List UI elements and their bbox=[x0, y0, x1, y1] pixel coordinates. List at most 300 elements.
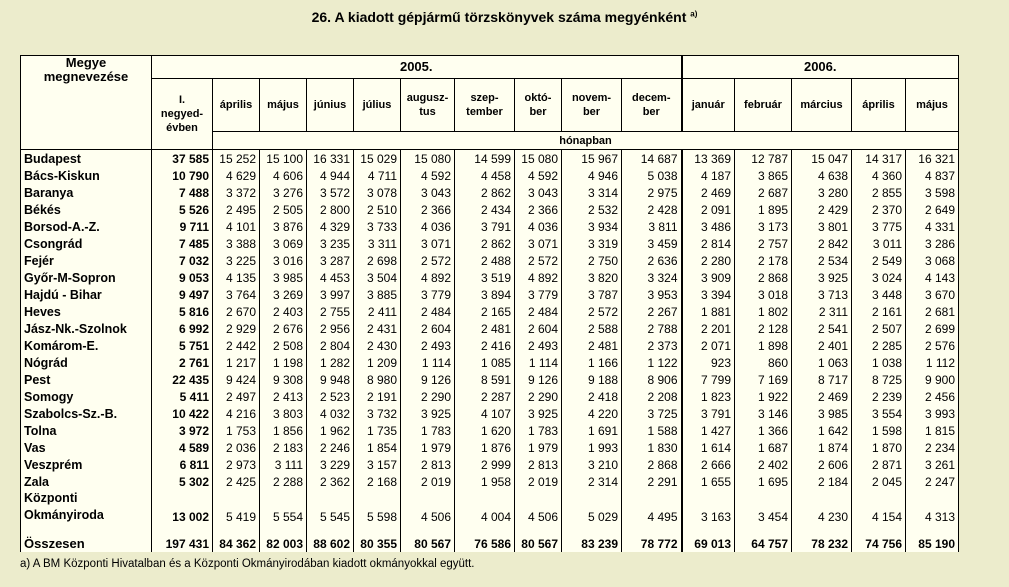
county-name bbox=[21, 235, 152, 252]
month-value: 2 576 bbox=[906, 337, 959, 354]
month-value: 3 454 bbox=[735, 490, 792, 525]
month-value: 2 813 bbox=[401, 456, 455, 473]
month-value: 2 676 bbox=[260, 320, 307, 337]
month-value: 2 804 bbox=[307, 337, 354, 354]
month-value: 3 894 bbox=[455, 286, 515, 303]
county-name-line: Békés bbox=[24, 202, 61, 217]
page-title bbox=[0, 9, 1009, 25]
q1-value: 5 411 bbox=[152, 388, 213, 405]
month-value: 2 813 bbox=[515, 456, 562, 473]
county-name bbox=[21, 337, 152, 354]
month-value: 1 830 bbox=[622, 439, 682, 456]
county-name bbox=[21, 388, 152, 405]
month-value: 3 210 bbox=[562, 456, 622, 473]
month-value: 1 427 bbox=[682, 422, 735, 439]
month-value: 3 572 bbox=[307, 184, 354, 201]
month-value: 16 331 bbox=[307, 150, 354, 168]
month-header-row bbox=[21, 79, 959, 132]
month-value: 2 755 bbox=[307, 303, 354, 320]
month-value: 2 507 bbox=[852, 320, 906, 337]
footnote: a) A BM Központi Hivatalban és a Központi Okmányirodában kiadott okmányokkal együtt. bbox=[20, 558, 475, 570]
month-value: 3 276 bbox=[260, 184, 307, 201]
month-value: 5 038 bbox=[622, 167, 682, 184]
month-value: 2 699 bbox=[906, 320, 959, 337]
month-value: 76 586 bbox=[455, 525, 515, 552]
month-value: 2 280 bbox=[682, 252, 735, 269]
month-value: 3 071 bbox=[401, 235, 455, 252]
table-row bbox=[21, 201, 959, 218]
month-value: 1 366 bbox=[735, 422, 792, 439]
month-value: 3 157 bbox=[354, 456, 401, 473]
month-value: 3 459 bbox=[622, 235, 682, 252]
month-value: 4 944 bbox=[307, 167, 354, 184]
month-value: 3 024 bbox=[852, 269, 906, 286]
table-row bbox=[21, 456, 959, 473]
month-value: 1 783 bbox=[515, 422, 562, 439]
q1-value: 5 816 bbox=[152, 303, 213, 320]
month-value: 3 324 bbox=[622, 269, 682, 286]
month-value: 3 554 bbox=[852, 405, 906, 422]
month-value: 2 493 bbox=[515, 337, 562, 354]
month-value: 2 481 bbox=[562, 337, 622, 354]
month-value: 3 993 bbox=[906, 405, 959, 422]
month-value: 3 801 bbox=[792, 218, 852, 235]
month-value: 4 143 bbox=[906, 269, 959, 286]
month-value: 2 091 bbox=[682, 201, 735, 218]
month-value: 2 370 bbox=[852, 201, 906, 218]
month-value: 14 599 bbox=[455, 150, 515, 168]
month-value: 64 757 bbox=[735, 525, 792, 552]
county-name-line: Győr-M-Sopron bbox=[24, 270, 116, 285]
county-name-line: Heves bbox=[24, 304, 61, 319]
month-value: 1 588 bbox=[622, 422, 682, 439]
month-value: 1 209 bbox=[354, 354, 401, 371]
q1-value: 5 751 bbox=[152, 337, 213, 354]
month-value: 923 bbox=[682, 354, 735, 371]
month-value: 2 401 bbox=[792, 337, 852, 354]
column-header bbox=[455, 79, 515, 132]
month-value: 4 638 bbox=[792, 167, 852, 184]
month-value: 2 208 bbox=[622, 388, 682, 405]
table-header bbox=[21, 56, 959, 150]
county-name-line: Pest bbox=[24, 372, 51, 387]
month-value: 2 290 bbox=[515, 388, 562, 405]
month-value: 1 802 bbox=[735, 303, 792, 320]
month-value: 15 967 bbox=[562, 150, 622, 168]
county-name bbox=[21, 439, 152, 456]
county-name: Összesen bbox=[21, 525, 152, 552]
month-value: 1 979 bbox=[515, 439, 562, 456]
month-value: 4 036 bbox=[515, 218, 562, 235]
month-value: 1 217 bbox=[213, 354, 260, 371]
column-header bbox=[906, 79, 959, 132]
column-header-line: tus bbox=[419, 106, 436, 118]
county-name-line: Zala bbox=[24, 474, 50, 489]
county-name-line: Veszprém bbox=[24, 457, 83, 472]
table-row bbox=[21, 337, 959, 354]
county-name-line: Szabolcs-Sz.-B. bbox=[24, 406, 118, 421]
month-value: 5 029 bbox=[562, 490, 622, 525]
county-name-line: Fejér bbox=[24, 253, 54, 268]
month-value: 1 114 bbox=[515, 354, 562, 371]
table-row bbox=[21, 405, 959, 422]
month-value: 3 173 bbox=[735, 218, 792, 235]
month-value: 2 366 bbox=[401, 201, 455, 218]
q1-value: 7 485 bbox=[152, 235, 213, 252]
month-value: 2 178 bbox=[735, 252, 792, 269]
month-value: 4 360 bbox=[852, 167, 906, 184]
month-value: 3 820 bbox=[562, 269, 622, 286]
county-name bbox=[21, 184, 152, 201]
month-value: 2 429 bbox=[792, 201, 852, 218]
month-value: 2 428 bbox=[622, 201, 682, 218]
year-header-2006: 2006. bbox=[682, 56, 959, 79]
column-header-line: április bbox=[862, 99, 895, 111]
month-value: 1 922 bbox=[735, 388, 792, 405]
table-row bbox=[21, 371, 959, 388]
month-value: 2 929 bbox=[213, 320, 260, 337]
month-value: 3 997 bbox=[307, 286, 354, 303]
month-value: 88 602 bbox=[307, 525, 354, 552]
county-name-line: Csongrád bbox=[24, 236, 83, 251]
month-value: 15 252 bbox=[213, 150, 260, 168]
month-value: 2 549 bbox=[852, 252, 906, 269]
month-value: 2 666 bbox=[682, 456, 735, 473]
month-value: 5 554 bbox=[260, 490, 307, 525]
month-value: 1 735 bbox=[354, 422, 401, 439]
month-value: 2 430 bbox=[354, 337, 401, 354]
month-value: 4 453 bbox=[307, 269, 354, 286]
county-name-line: Komárom-E. bbox=[24, 338, 99, 353]
month-value: 1 823 bbox=[682, 388, 735, 405]
month-value: 12 787 bbox=[735, 150, 792, 168]
month-value: 9 308 bbox=[260, 371, 307, 388]
month-value: 80 567 bbox=[401, 525, 455, 552]
month-value: 2 285 bbox=[852, 337, 906, 354]
month-value: 74 756 bbox=[852, 525, 906, 552]
month-value: 2 469 bbox=[792, 388, 852, 405]
column-header-line: március bbox=[800, 99, 843, 111]
column-header bbox=[401, 79, 455, 132]
month-value: 85 190 bbox=[906, 525, 959, 552]
month-value: 3 519 bbox=[455, 269, 515, 286]
month-value: 2 469 bbox=[682, 184, 735, 201]
month-value: 2 862 bbox=[455, 235, 515, 252]
county-name bbox=[21, 150, 152, 168]
month-value: 2 165 bbox=[455, 303, 515, 320]
month-value: 2 484 bbox=[515, 303, 562, 320]
table-row bbox=[21, 218, 959, 235]
column-header-line: január bbox=[691, 99, 725, 111]
month-value: 2 505 bbox=[260, 201, 307, 218]
q1-value: 7 488 bbox=[152, 184, 213, 201]
column-header-line: július bbox=[362, 99, 392, 111]
month-value: 2 442 bbox=[213, 337, 260, 354]
month-value: 2 288 bbox=[260, 473, 307, 490]
month-value: 2 604 bbox=[401, 320, 455, 337]
month-value: 1 695 bbox=[735, 473, 792, 490]
month-value: 3 811 bbox=[622, 218, 682, 235]
month-value: 3 934 bbox=[562, 218, 622, 235]
month-value: 1 687 bbox=[735, 439, 792, 456]
table-row bbox=[21, 320, 959, 337]
county-name bbox=[21, 201, 152, 218]
column-header-line: évben bbox=[166, 122, 198, 134]
month-value: 4 329 bbox=[307, 218, 354, 235]
month-value: 4 135 bbox=[213, 269, 260, 286]
q1-value: 5 526 bbox=[152, 201, 213, 218]
month-value: 4 187 bbox=[682, 167, 735, 184]
month-value: 2 493 bbox=[401, 337, 455, 354]
month-value: 15 029 bbox=[354, 150, 401, 168]
month-value: 2 855 bbox=[852, 184, 906, 201]
month-value: 2 019 bbox=[401, 473, 455, 490]
month-value: 2 128 bbox=[735, 320, 792, 337]
month-value: 2 425 bbox=[213, 473, 260, 490]
column-header bbox=[735, 79, 792, 132]
q1-value: 5 302 bbox=[152, 473, 213, 490]
month-value: 2 184 bbox=[792, 473, 852, 490]
column-header bbox=[562, 79, 622, 132]
month-value: 13 369 bbox=[682, 150, 735, 168]
month-value: 2 413 bbox=[260, 388, 307, 405]
month-value: 4 154 bbox=[852, 490, 906, 525]
table-row bbox=[21, 439, 959, 456]
month-value: 2 572 bbox=[515, 252, 562, 269]
column-header-line: októ- bbox=[524, 92, 552, 104]
table-row bbox=[21, 252, 959, 269]
month-value: 3 071 bbox=[515, 235, 562, 252]
month-value: 2 868 bbox=[735, 269, 792, 286]
month-value: 2 508 bbox=[260, 337, 307, 354]
month-value: 2 431 bbox=[354, 320, 401, 337]
month-value: 3 925 bbox=[792, 269, 852, 286]
month-value: 1 856 bbox=[260, 422, 307, 439]
month-value: 2 523 bbox=[307, 388, 354, 405]
month-value: 1 642 bbox=[792, 422, 852, 439]
month-value: 2 434 bbox=[455, 201, 515, 218]
month-value: 2 362 bbox=[307, 473, 354, 490]
month-value: 3 286 bbox=[906, 235, 959, 252]
month-value: 15 047 bbox=[792, 150, 852, 168]
month-value: 3 163 bbox=[682, 490, 735, 525]
month-value: 3 925 bbox=[515, 405, 562, 422]
column-header bbox=[792, 79, 852, 132]
month-value: 3 732 bbox=[354, 405, 401, 422]
column-header-line: ber bbox=[642, 106, 660, 118]
month-value: 2 572 bbox=[562, 303, 622, 320]
county-name bbox=[21, 473, 152, 490]
column-header-line: május bbox=[916, 99, 948, 111]
month-value: 2 290 bbox=[401, 388, 455, 405]
month-value: 1 783 bbox=[401, 422, 455, 439]
month-value: 1 122 bbox=[622, 354, 682, 371]
month-value: 2 234 bbox=[906, 439, 959, 456]
county-name-line: Somogy bbox=[24, 389, 74, 404]
month-value: 1 958 bbox=[455, 473, 515, 490]
month-value: 3 985 bbox=[260, 269, 307, 286]
table-row bbox=[21, 150, 959, 168]
table-row bbox=[21, 422, 959, 439]
month-value: 1 962 bbox=[307, 422, 354, 439]
month-value: 4 495 bbox=[622, 490, 682, 525]
column-header-line: augusz- bbox=[406, 92, 449, 104]
hona-label: hónapban bbox=[559, 134, 612, 147]
month-value: 3 909 bbox=[682, 269, 735, 286]
month-value: 80 355 bbox=[354, 525, 401, 552]
month-value: 1 598 bbox=[852, 422, 906, 439]
month-value: 9 188 bbox=[562, 371, 622, 388]
month-value: 4 032 bbox=[307, 405, 354, 422]
county-name-line: Nógrád bbox=[24, 355, 68, 370]
month-value: 1 655 bbox=[682, 473, 735, 490]
q1-value: 13 002 bbox=[152, 490, 213, 525]
month-value: 3 111 bbox=[260, 456, 307, 473]
month-value: 2 649 bbox=[906, 201, 959, 218]
month-value: 3 319 bbox=[562, 235, 622, 252]
month-value: 1 815 bbox=[906, 422, 959, 439]
month-value: 1 854 bbox=[354, 439, 401, 456]
month-value: 15 080 bbox=[515, 150, 562, 168]
month-value: 1 114 bbox=[401, 354, 455, 371]
month-value: 2 757 bbox=[735, 235, 792, 252]
month-value: 3 229 bbox=[307, 456, 354, 473]
q1-value: 197 431 bbox=[152, 525, 213, 552]
q1-value: 10 790 bbox=[152, 167, 213, 184]
table-row bbox=[21, 473, 959, 490]
county-name-line: Tolna bbox=[24, 423, 57, 438]
month-value: 2 373 bbox=[622, 337, 682, 354]
month-value: 2 999 bbox=[455, 456, 515, 473]
q1-value: 9 053 bbox=[152, 269, 213, 286]
month-value: 3 779 bbox=[515, 286, 562, 303]
month-value: 2 750 bbox=[562, 252, 622, 269]
month-value: 2 814 bbox=[682, 235, 735, 252]
table-body bbox=[21, 150, 959, 553]
column-header-line: február bbox=[744, 99, 782, 111]
table-row bbox=[21, 269, 959, 286]
hona-header bbox=[213, 132, 959, 150]
month-value: 8 717 bbox=[792, 371, 852, 388]
q1-value: 9 497 bbox=[152, 286, 213, 303]
column-header bbox=[852, 79, 906, 132]
month-value: 14 687 bbox=[622, 150, 682, 168]
month-value: 860 bbox=[735, 354, 792, 371]
county-name bbox=[21, 354, 152, 371]
q1-value: 2 761 bbox=[152, 354, 213, 371]
month-value: 7 799 bbox=[682, 371, 735, 388]
month-value: 2 402 bbox=[735, 456, 792, 473]
column-header bbox=[515, 79, 562, 132]
month-value: 2 788 bbox=[622, 320, 682, 337]
month-value: 3 314 bbox=[562, 184, 622, 201]
month-value: 9 424 bbox=[213, 371, 260, 388]
month-value: 1 620 bbox=[455, 422, 515, 439]
month-value: 3 670 bbox=[906, 286, 959, 303]
month-value: 1 166 bbox=[562, 354, 622, 371]
month-value: 2 495 bbox=[213, 201, 260, 218]
county-name-line: Központi bbox=[24, 491, 78, 505]
month-value: 3 280 bbox=[792, 184, 852, 201]
q1-value: 3 972 bbox=[152, 422, 213, 439]
month-value: 3 311 bbox=[354, 235, 401, 252]
month-value: 3 779 bbox=[401, 286, 455, 303]
month-value: 4 313 bbox=[906, 490, 959, 525]
county-name-line: Jász-Nk.-Szolnok bbox=[24, 321, 127, 336]
column-header bbox=[152, 79, 213, 150]
month-value: 1 282 bbox=[307, 354, 354, 371]
month-value: 1 691 bbox=[562, 422, 622, 439]
month-value: 3 287 bbox=[307, 252, 354, 269]
month-value: 4 506 bbox=[515, 490, 562, 525]
month-value: 14 317 bbox=[852, 150, 906, 168]
month-value: 2 287 bbox=[455, 388, 515, 405]
table-row bbox=[21, 167, 959, 184]
month-value: 2 183 bbox=[260, 439, 307, 456]
column-header-line: decem- bbox=[631, 92, 671, 104]
month-value: 78 232 bbox=[792, 525, 852, 552]
month-value: 3 068 bbox=[906, 252, 959, 269]
month-value: 3 235 bbox=[307, 235, 354, 252]
month-value: 3 269 bbox=[260, 286, 307, 303]
month-value: 4 711 bbox=[354, 167, 401, 184]
county-name bbox=[21, 303, 152, 320]
month-value: 4 331 bbox=[906, 218, 959, 235]
month-value: 1 874 bbox=[792, 439, 852, 456]
q1-value: 6 811 bbox=[152, 456, 213, 473]
q1-value: 7 032 bbox=[152, 252, 213, 269]
county-name-line: Vas bbox=[24, 440, 46, 455]
month-value: 2 532 bbox=[562, 201, 622, 218]
month-value: 2 497 bbox=[213, 388, 260, 405]
month-value: 2 267 bbox=[622, 303, 682, 320]
month-value: 2 161 bbox=[852, 303, 906, 320]
table-row bbox=[21, 388, 959, 405]
month-value: 1 038 bbox=[852, 354, 906, 371]
month-value: 4 107 bbox=[455, 405, 515, 422]
month-value: 4 592 bbox=[401, 167, 455, 184]
q1-value: 10 422 bbox=[152, 405, 213, 422]
county-name bbox=[21, 218, 152, 235]
month-value: 4 036 bbox=[401, 218, 455, 235]
month-value: 3 713 bbox=[792, 286, 852, 303]
month-value: 2 366 bbox=[515, 201, 562, 218]
column-header bbox=[354, 79, 401, 132]
month-value: 84 362 bbox=[213, 525, 260, 552]
month-value: 3 011 bbox=[852, 235, 906, 252]
county-name bbox=[21, 405, 152, 422]
column-header bbox=[682, 79, 735, 132]
month-value: 8 906 bbox=[622, 371, 682, 388]
q1-value: 22 435 bbox=[152, 371, 213, 388]
county-name-line: Budapest bbox=[24, 151, 81, 166]
month-value: 5 545 bbox=[307, 490, 354, 525]
month-value: 3 953 bbox=[622, 286, 682, 303]
month-value: 2 484 bbox=[401, 303, 455, 320]
month-value: 2 636 bbox=[622, 252, 682, 269]
month-value: 2 168 bbox=[354, 473, 401, 490]
month-value: 2 036 bbox=[213, 439, 260, 456]
month-value: 1 881 bbox=[682, 303, 735, 320]
month-value: 1 870 bbox=[852, 439, 906, 456]
table-row bbox=[21, 286, 959, 303]
month-value: 3 394 bbox=[682, 286, 735, 303]
month-value: 3 146 bbox=[735, 405, 792, 422]
month-value: 3 876 bbox=[260, 218, 307, 235]
county-name bbox=[21, 371, 152, 388]
month-value: 8 725 bbox=[852, 371, 906, 388]
month-value: 2 045 bbox=[852, 473, 906, 490]
